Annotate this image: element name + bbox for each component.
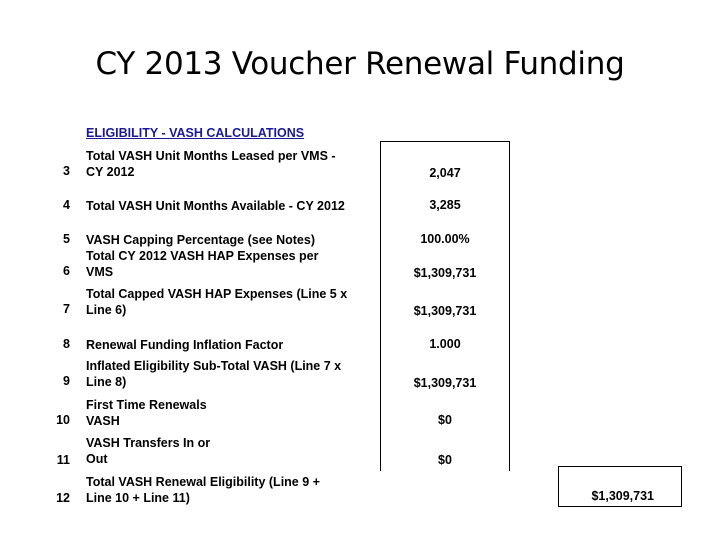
row-label [86, 435, 376, 467]
row-label-line: Line 8) [86, 375, 127, 389]
row-label-line: Total CY 2012 VASH HAP Expenses per [86, 249, 319, 263]
row-label-line: CY 2012 [86, 165, 135, 179]
row-label-line: VASH [86, 414, 120, 428]
row-label-line: Total VASH Renewal Eligibility (Line 9 + [86, 475, 320, 489]
row-label-line: Total Capped VASH HAP Expenses (Line 5 x [86, 287, 348, 301]
row-label [86, 198, 376, 214]
row-label [86, 358, 376, 390]
row-value: $1,309,731 [413, 266, 477, 280]
row-value: $1,309,731 [413, 304, 477, 318]
row-label-line: Renewal Funding Inflation Factor [86, 338, 284, 352]
row-label-line: Line 6) [86, 303, 127, 317]
row-value: 100.00% [420, 232, 470, 246]
row-number: 11 [56, 453, 70, 467]
row-value: $0 [438, 413, 452, 427]
slide-title: CY 2013 Voucher Renewal Funding [95, 46, 625, 82]
row-number: 7 [63, 302, 70, 316]
row-label-line: First Time Renewals [86, 398, 207, 412]
row-label-line: Total VASH Unit Months Available - CY 2012 [86, 199, 345, 213]
row-label [86, 232, 376, 248]
row-label-line: VASH Capping Percentage (see Notes) [86, 233, 315, 247]
row-number: 6 [63, 264, 70, 278]
row-label [86, 286, 376, 318]
row-number: 8 [63, 337, 70, 351]
row-label [86, 248, 376, 280]
row-label [86, 474, 376, 506]
row-value: 3,285 [429, 198, 461, 212]
row-number: 5 [63, 232, 70, 246]
row-number: 12 [56, 491, 70, 505]
row-label-line: Out [86, 452, 108, 466]
row-label-line: VMS [86, 265, 114, 279]
row-value: $1,309,731 [413, 376, 477, 390]
section-header: ELIGIBILITY - VASH CALCULATIONS [86, 126, 305, 140]
row-number: 4 [63, 198, 70, 212]
row-number: 9 [63, 374, 70, 388]
row-number: 3 [63, 164, 70, 178]
total-eligibility-value: $1,309,731 [591, 489, 654, 503]
row-label-line: Line 10 + Line 11) [86, 491, 190, 505]
row-value: $0 [438, 453, 452, 467]
row-number: 10 [56, 413, 70, 427]
row-label-line: Total VASH Unit Months Leased per VMS - [86, 149, 336, 163]
row-label-line: Inflated Eligibility Sub-Total VASH (Line 7 x [86, 359, 342, 373]
row-value: 2,047 [429, 166, 461, 180]
row-label [86, 148, 376, 180]
row-value: 1.000 [429, 337, 461, 351]
row-label [86, 397, 376, 429]
row-label-line: VASH Transfers In or [86, 436, 211, 450]
row-label [86, 337, 376, 353]
